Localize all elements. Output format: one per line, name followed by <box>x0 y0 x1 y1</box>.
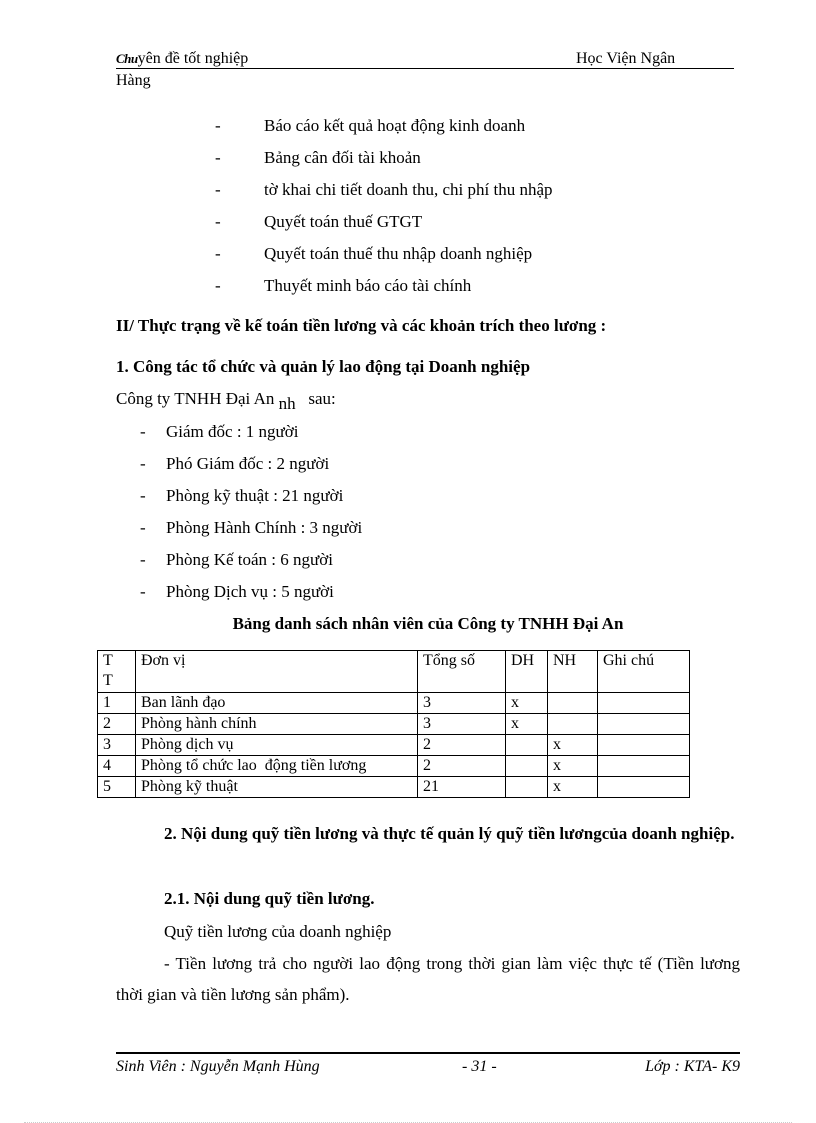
company-intro-prefix: Công ty TNHH Đại An <box>116 389 275 408</box>
list-item-text: Phòng Kế toán : 6 người <box>166 550 333 569</box>
table-cell: Phòng hành chính <box>136 714 418 735</box>
list-item-text: Phó Giám đốc : 2 người <box>166 454 330 473</box>
list-item-text: Phòng Dịch vụ : 5 người <box>166 582 334 601</box>
list-item-text: Thuyết minh báo cáo tài chính <box>264 276 472 295</box>
fund-item-1: - Tiền lương trả cho người lao động trong thời gian làm việc thực tế (Tiền lương thời gian và tiền lương sản phẩm). <box>116 954 740 1004</box>
table-cell: Phòng kỹ thuật <box>136 777 418 798</box>
table-cell: x <box>548 756 598 777</box>
table-cell: Phòng dịch vụ <box>136 735 418 756</box>
footer-class: Lớp : KTA- K9 <box>645 1058 740 1075</box>
table-cell <box>598 714 690 735</box>
table-row <box>98 777 690 798</box>
table-cell: Ban lãnh đạo <box>136 693 418 714</box>
header-institution-continued: Hàng <box>116 72 151 89</box>
table-cell: 3 <box>98 735 136 756</box>
table-cell: x <box>548 777 598 798</box>
header-cell-tt: T T <box>98 651 136 693</box>
table-cell: 1 <box>98 693 136 714</box>
page-header <box>116 50 734 69</box>
header-cell-nh: NH <box>548 651 598 693</box>
table-row <box>98 756 690 777</box>
table-cell <box>548 714 598 735</box>
company-intro-sub: nh <box>278 394 296 413</box>
header-cell-unit: Đơn vị <box>136 651 418 693</box>
section-heading-2-2: 2. Nội dung quỹ tiền lương và thực tế quản lý quỹ tiền lươngcủa doanh nghiệp. <box>164 824 735 843</box>
dash-bullet: - <box>215 116 221 135</box>
list-item-text: Phòng Hành Chính : 3 người <box>166 518 363 537</box>
table-cell: x <box>506 714 548 735</box>
table-cell: 4 <box>98 756 136 777</box>
section-heading-2: II/ Thực trạng về kế toán tiền lương và các khoản trích theo lương : <box>116 316 607 335</box>
table-row <box>98 714 690 735</box>
header-logo-text: Chu <box>116 51 138 66</box>
staff-table <box>97 650 690 798</box>
company-intro-suffix: sau: <box>308 389 336 408</box>
table-cell <box>598 756 690 777</box>
dash-bullet: - <box>215 276 221 295</box>
table-cell <box>548 693 598 714</box>
table-cell: Phòng tổ chức lao động tiền lương <box>136 756 418 777</box>
table-cell: x <box>506 693 548 714</box>
table-cell <box>598 735 690 756</box>
table-header-row <box>98 651 690 693</box>
dash-bullet: - <box>140 422 146 441</box>
dash-bullet: - <box>215 180 221 199</box>
table-title: Bảng danh sách nhân viên của Công ty TNHH Đại An <box>232 614 624 633</box>
dash-bullet: - <box>140 582 146 601</box>
table-cell: 3 <box>418 693 506 714</box>
header-institution: Học Viện Ngân <box>576 50 676 67</box>
list-item-text: Quyết toán thuế GTGT <box>264 212 423 231</box>
header-cell-dh: DH <box>506 651 548 693</box>
dash-bullet: - <box>140 550 146 569</box>
table-cell: 2 <box>98 714 136 735</box>
dash-bullet: - <box>215 212 221 231</box>
dash-bullet: - <box>140 518 146 537</box>
dash-bullet: - <box>140 454 146 473</box>
table-row <box>98 693 690 714</box>
footer-page-number: - 31 - <box>462 1058 497 1075</box>
dash-bullet: - <box>215 148 221 167</box>
table-cell: 2 <box>418 756 506 777</box>
table-cell <box>506 756 548 777</box>
list-item-text: Quyết toán thuế thu nhập doanh nghiệp <box>264 244 533 263</box>
dash-bullet: - <box>215 244 221 263</box>
table-cell: 2 <box>418 735 506 756</box>
table-cell: x <box>548 735 598 756</box>
header-cell-note: Ghi chú <box>598 651 690 693</box>
header-cell-total: Tổng số <box>418 651 506 693</box>
table-cell <box>598 693 690 714</box>
table-row <box>98 735 690 756</box>
table-cell <box>598 777 690 798</box>
header-title: yên đề tốt nghiệp <box>137 50 249 67</box>
header-left <box>116 50 248 68</box>
dash-bullet: - <box>140 486 146 505</box>
list-item-text: Phòng kỹ thuật : 21 người <box>166 486 344 505</box>
section-heading-2-2-1: 2.1. Nội dung quỹ tiền lương. <box>164 889 375 908</box>
table-cell: 5 <box>98 777 136 798</box>
section-heading-2-1: 1. Công tác tổ chức và quản lý lao động tại Doanh nghiệp <box>116 357 531 376</box>
table-cell: 21 <box>418 777 506 798</box>
footer-student: Sinh Viên : Nguyễn Mạnh Hùng <box>116 1058 320 1075</box>
list-item-text: tờ khai chi tiết doanh thu, chi phí thu nhập <box>264 180 553 199</box>
list-item-text: Báo cáo kết quả hoạt động kinh doanh <box>264 116 526 135</box>
company-intro <box>116 389 336 413</box>
table-cell <box>506 735 548 756</box>
table-cell: 3 <box>418 714 506 735</box>
fund-intro: Quỹ tiền lương của doanh nghiệp <box>164 922 392 941</box>
list-item-text: Giám đốc : 1 người <box>166 422 299 441</box>
list-item-text: Bảng cân đối tài khoản <box>264 148 421 167</box>
table-cell <box>506 777 548 798</box>
page-footer <box>116 1052 740 1078</box>
